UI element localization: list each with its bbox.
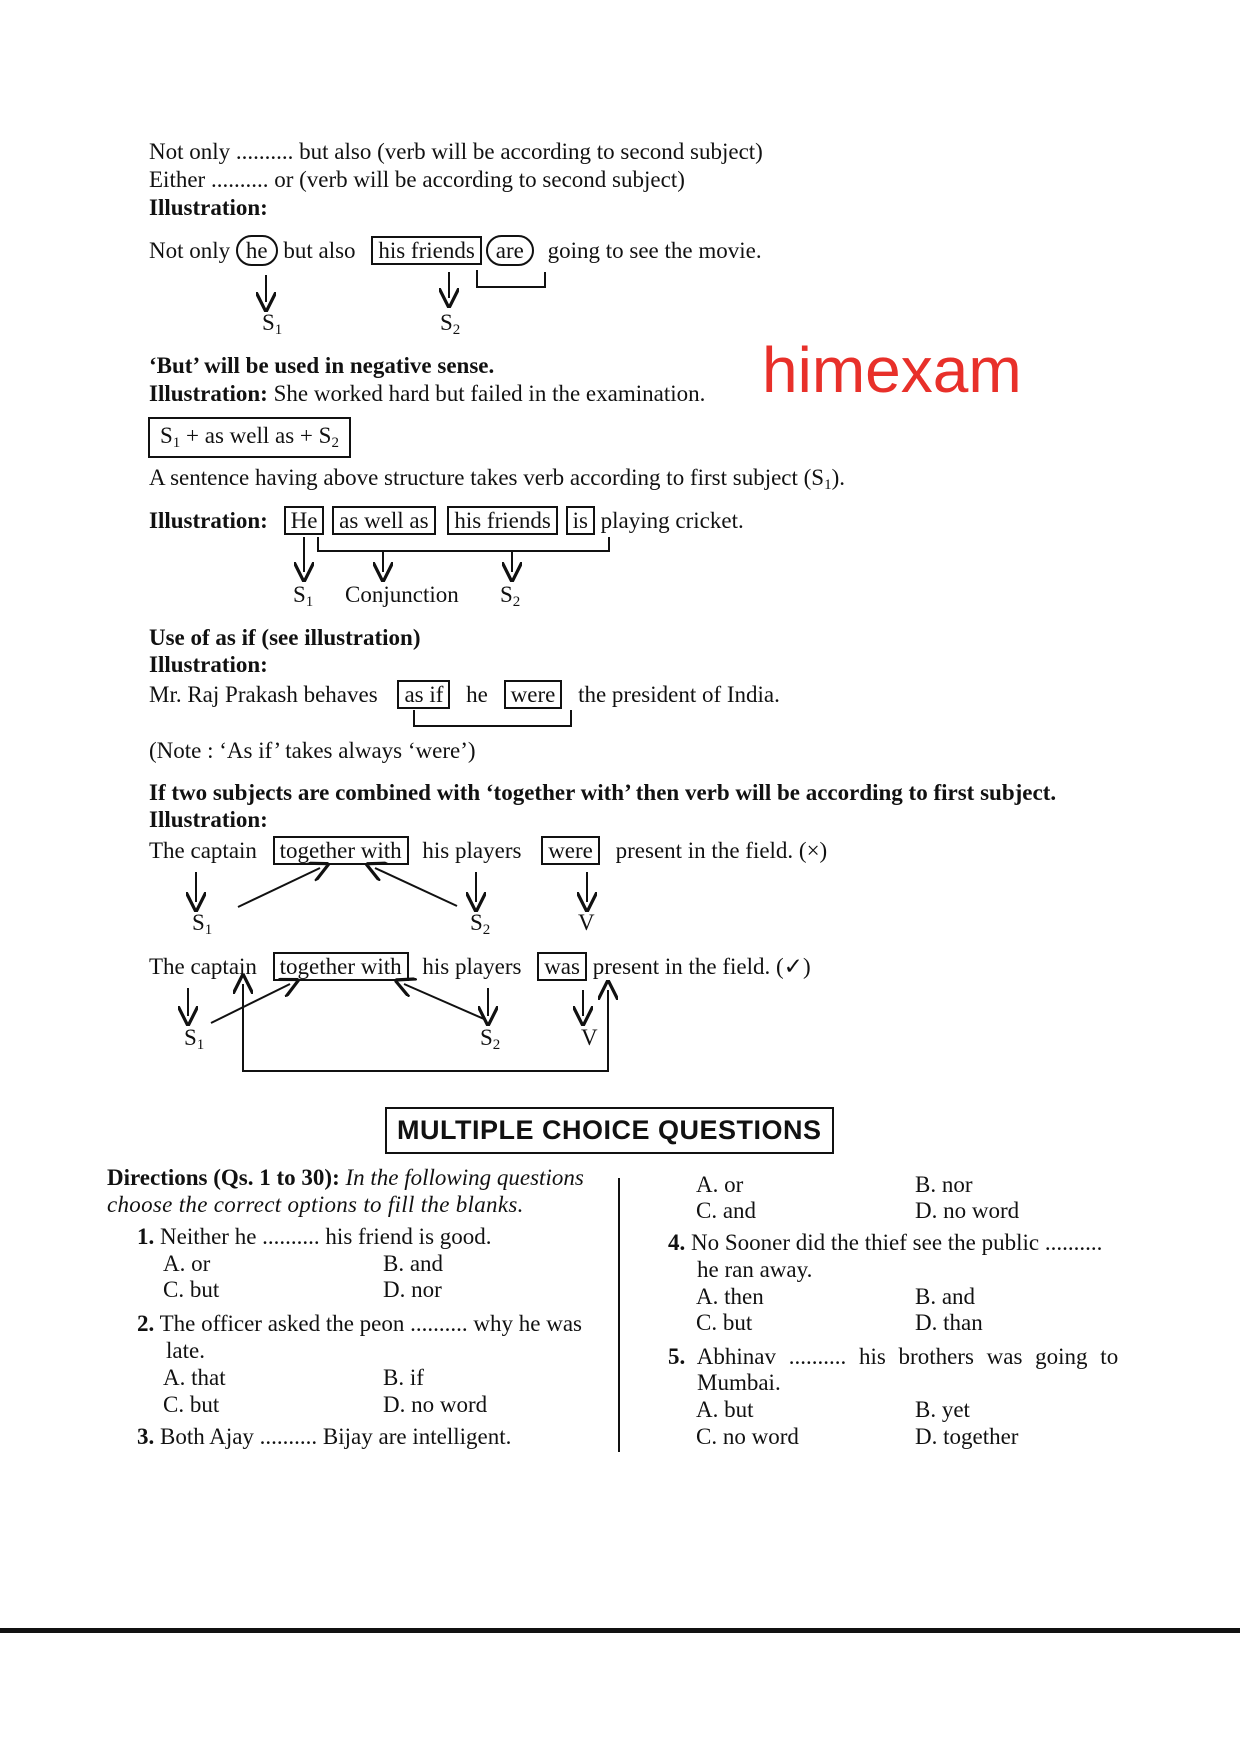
ill1-text: but also xyxy=(283,238,356,263)
rule-not-only: Not only .......... but also (verb will be according to second subject) xyxy=(149,139,763,164)
aswell-as-well-as: as well as xyxy=(332,506,435,535)
together-box: together with xyxy=(273,836,409,865)
option[interactable]: A. that xyxy=(163,1365,226,1390)
but-illustration: Illustration: She worked hard but failed in the examination. xyxy=(149,381,706,406)
together-v-b: V xyxy=(581,1025,598,1050)
question-4: 4. No Sooner did the thief see the public .......... xyxy=(668,1230,1103,1255)
aswell-rest: playing cricket. xyxy=(600,508,744,533)
illustration-label: Illustration: xyxy=(149,195,268,220)
ill1-s2: $S_2$ xyxy=(440,310,461,338)
aswell-s2: $S_2$ xyxy=(500,582,521,610)
asif-title: Use of as if (see illustration) xyxy=(149,625,421,650)
ill1-sentence xyxy=(149,236,762,266)
asif-note: (Note : ‘As if’ takes always ‘were’) xyxy=(149,738,476,763)
together-s1-a: $S_1$ xyxy=(192,910,213,938)
aswell-he: He xyxy=(284,506,325,535)
mcq-title: MULTIPLE CHOICE QUESTIONS xyxy=(385,1107,834,1154)
question-2-cont: late. xyxy=(166,1338,205,1363)
option[interactable]: A. or xyxy=(163,1251,211,1276)
asif-sentence: Mr. Raj Prakash behaves as if he were the president of India. xyxy=(149,682,780,707)
option[interactable]: D. together xyxy=(915,1424,1019,1449)
together-s2-a: $S_2$ xyxy=(470,910,491,938)
together-were: were xyxy=(541,836,600,865)
together-label: Illustration: xyxy=(149,807,268,832)
question-2: 2. The officer asked the peon .......... why he was xyxy=(137,1311,582,1336)
option[interactable]: D. no word xyxy=(915,1198,1020,1223)
option[interactable]: C. but xyxy=(163,1392,220,1417)
mcq-directions: Directions (Qs. 1 to 30): In the following questions xyxy=(107,1165,584,1190)
question-5: 5. Abhinav .......... his brothers was going to xyxy=(668,1344,1119,1369)
together-was: was xyxy=(537,952,587,981)
together-sentence-right: The captain together with his players was present in the field. (✓) xyxy=(149,954,811,979)
aswell-s1: $S_1$ xyxy=(293,582,314,610)
option[interactable]: C. and xyxy=(696,1198,757,1223)
ill1-text: going to see the movie. xyxy=(547,238,762,263)
question-1: 1. Neither he .......... his friend is good. xyxy=(137,1224,492,1249)
but-rule: ‘But’ will be used in negative sense. xyxy=(149,353,495,378)
together-rule: If two subjects are combined with ‘together with’ then verb will be according to first subject. xyxy=(149,780,1057,805)
asif-as-if: as if xyxy=(397,680,450,709)
option[interactable]: A. then xyxy=(696,1284,764,1309)
together-sentence-wrong: The captain together with his players were present in the field. (×) xyxy=(149,838,828,863)
together-s1-b: $S_1$ xyxy=(184,1025,205,1053)
option[interactable]: B. and xyxy=(915,1284,976,1309)
option[interactable]: A. but xyxy=(696,1397,754,1422)
option[interactable]: A. or xyxy=(696,1172,744,1197)
aswell-his-friends: his friends xyxy=(447,506,557,535)
option[interactable]: D. no word xyxy=(383,1392,488,1417)
question-4-cont: he ran away. xyxy=(697,1257,813,1282)
option[interactable]: B. and xyxy=(383,1251,444,1276)
option[interactable]: B. if xyxy=(383,1365,424,1390)
mcq-directions-line2: choose the correct options to fill the blanks. xyxy=(107,1192,524,1217)
ill1-text: Not only xyxy=(149,238,231,263)
aswell-structure-box: $S_1$ + as well as + $S_2$ xyxy=(148,417,351,458)
ill1-s1: $S_1$ xyxy=(262,310,283,338)
ill1-his-friends: his friends xyxy=(371,236,481,265)
together-v-a: V xyxy=(578,910,595,935)
together-s2-b: $S_2$ xyxy=(480,1025,501,1053)
option[interactable]: C. but xyxy=(696,1310,753,1335)
option[interactable]: B. yet xyxy=(915,1397,970,1422)
option[interactable]: C. but xyxy=(163,1277,220,1302)
aswell-is: is xyxy=(566,506,595,535)
rule-either: Either .......... or (verb will be according to second subject) xyxy=(149,167,685,192)
option[interactable]: D. than xyxy=(915,1310,983,1335)
aswell-illustration: Illustration: He as well as his friends is playing cricket. xyxy=(149,508,744,533)
option[interactable]: C. no word xyxy=(696,1424,799,1449)
option[interactable]: D. nor xyxy=(383,1277,442,1302)
ill1-are: are xyxy=(486,235,534,266)
together-box: together with xyxy=(273,952,409,981)
ill1-he: he xyxy=(236,235,278,266)
aswell-sentence: A sentence having above structure takes verb according to first subject $(S_1)$. xyxy=(149,465,846,493)
aswell-conjunction: Conjunction xyxy=(345,582,459,607)
option[interactable]: B. nor xyxy=(915,1172,973,1197)
asif-label: Illustration: xyxy=(149,652,268,677)
question-3: 3. Both Ajay .......... Bijay are intelligent. xyxy=(137,1424,512,1449)
asif-were: were xyxy=(504,680,563,709)
question-5-cont: Mumbai. xyxy=(697,1370,781,1395)
watermark-logo: himexam xyxy=(762,334,1022,406)
